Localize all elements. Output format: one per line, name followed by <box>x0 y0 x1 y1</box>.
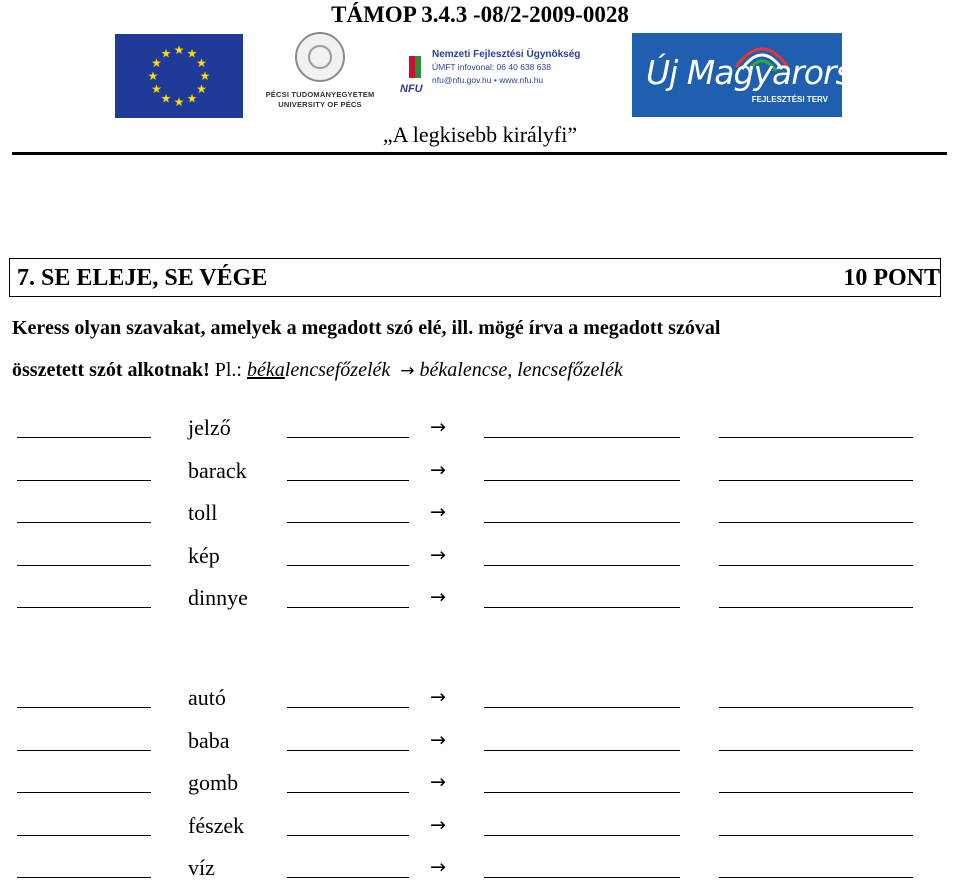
compound-answer-1[interactable] <box>484 750 680 751</box>
pte-logo <box>258 32 382 120</box>
prefix-blank[interactable] <box>17 750 151 751</box>
given-word: gomb <box>188 770 239 795</box>
arrow-right-icon: → <box>430 686 446 708</box>
given-word: autó <box>188 685 226 710</box>
suffix-blank[interactable] <box>287 480 409 481</box>
given-word: barack <box>188 457 247 483</box>
instruction-line-2 <box>12 359 623 382</box>
suffix-blank[interactable] <box>287 835 409 836</box>
arrow-right-icon: → <box>430 543 446 566</box>
compound-answer-1[interactable] <box>484 792 680 793</box>
nfu-logo <box>400 48 622 102</box>
uj-magyarorszag-title: Új Magyarország <box>646 53 908 92</box>
compound-answer-1[interactable] <box>484 480 680 481</box>
nfu-flag-icon <box>400 56 426 96</box>
given-word: fészek <box>188 812 245 838</box>
prefix-blank[interactable] <box>17 792 151 793</box>
given-word: kép <box>188 542 220 568</box>
exercise-row <box>0 726 960 756</box>
uj-magyarorszag-logo <box>632 33 908 117</box>
arrow-right-icon: → <box>430 856 446 878</box>
prefix-blank[interactable] <box>17 707 151 708</box>
compound-answer-2[interactable] <box>719 835 913 836</box>
eu-star-icon: ★ <box>151 82 162 96</box>
given-word: dinnye <box>188 585 248 610</box>
exercise-row <box>0 683 960 713</box>
compound-answer-1[interactable] <box>484 707 680 708</box>
prefix-blank[interactable] <box>17 877 151 878</box>
university-seal-icon <box>295 32 345 82</box>
eu-star-icon: ★ <box>196 82 207 96</box>
exercise-row <box>0 498 960 528</box>
example-underlined: béka <box>247 359 285 381</box>
exercise-row <box>0 583 960 613</box>
prefix-blank[interactable] <box>17 607 151 608</box>
section-header <box>9 258 941 297</box>
compound-answer-1[interactable] <box>484 437 680 438</box>
given-word: baba <box>188 727 230 753</box>
compound-answer-1[interactable] <box>484 835 680 836</box>
suffix-blank[interactable] <box>287 792 409 793</box>
arrow-right-icon: → <box>400 361 415 381</box>
compound-answer-2[interactable] <box>719 437 913 438</box>
arrow-right-icon: → <box>430 501 446 523</box>
prefix-blank[interactable] <box>17 835 151 836</box>
exercise-row <box>0 456 960 486</box>
prefix-blank[interactable] <box>17 522 151 523</box>
compound-answer-2[interactable] <box>719 607 913 608</box>
uj-magyarorszag-subtitle: FEJLESZTÉSI TERV <box>751 95 828 104</box>
book-title: „A legkisebb királyfi” <box>382 122 578 147</box>
eu-star-icon: ★ <box>199 69 211 83</box>
suffix-blank[interactable] <box>287 607 409 608</box>
eu-flag-icon <box>115 34 243 118</box>
title-divider <box>12 152 947 155</box>
prefix-blank[interactable] <box>17 480 151 481</box>
exercise-row <box>0 853 960 883</box>
instruction-line-1: Keress olyan szavakat, amelyek a megadott szó elé, ill. mögé írva a megadott szóval <box>12 317 721 339</box>
compound-answer-1[interactable] <box>484 877 680 878</box>
example-rest: lencsefőzelék <box>284 359 391 381</box>
compound-answer-2[interactable] <box>719 522 913 523</box>
prefix-blank[interactable] <box>17 437 151 438</box>
exercise-row <box>0 413 960 443</box>
eu-star-icon: ★ <box>160 46 172 61</box>
arrow-right-icon: → <box>430 771 446 793</box>
nfu-title: Nemzeti Fejlesztési Ügynökség <box>432 49 581 60</box>
eu-star-icon: ★ <box>160 91 172 106</box>
exercise-row <box>0 768 960 798</box>
arrow-right-icon: → <box>430 458 446 481</box>
section-title: 7. SE ELEJE, SE VÉGE <box>17 265 268 291</box>
instruction-bold: összetett szót alkotnak! <box>12 359 210 381</box>
arrow-right-icon: → <box>430 728 446 751</box>
arrow-right-icon: → <box>430 586 446 608</box>
exercise-row <box>0 541 960 571</box>
compound-answer-2[interactable] <box>719 565 913 566</box>
eu-star-icon: ★ <box>173 95 185 109</box>
example-compound <box>247 359 390 381</box>
pte-name-en: UNIVERSITY OF PÉCS <box>278 100 362 109</box>
given-word: toll <box>188 500 218 525</box>
compound-answer-1[interactable] <box>484 565 680 566</box>
compound-answer-2[interactable] <box>719 707 913 708</box>
given-word: jelző <box>188 415 231 440</box>
suffix-blank[interactable] <box>287 877 409 878</box>
eu-star-icon: ★ <box>147 69 159 83</box>
compound-answer-2[interactable] <box>719 480 913 481</box>
pte-name: PÉCSI TUDOMÁNYEGYETEM <box>265 90 375 99</box>
suffix-blank[interactable] <box>287 707 409 708</box>
eu-star-icon: ★ <box>151 56 162 70</box>
eu-star-icon: ★ <box>186 46 198 61</box>
section-points: 10 PONT <box>843 265 940 291</box>
eu-star-icon: ★ <box>186 91 198 106</box>
compound-answer-2[interactable] <box>719 877 913 878</box>
example-prefix: Pl.: <box>209 359 247 381</box>
arrow-right-icon: → <box>430 416 446 438</box>
eu-flag-logo <box>115 34 243 118</box>
exercise-row <box>0 811 960 841</box>
compound-answer-1[interactable] <box>484 522 680 523</box>
suffix-blank[interactable] <box>287 565 409 566</box>
eu-star-icon: ★ <box>173 43 185 57</box>
nfu-hotline: ÚMFT infovonal: 06 40 638 638 <box>432 62 551 72</box>
suffix-blank[interactable] <box>287 522 409 523</box>
compound-answer-2[interactable] <box>719 750 913 751</box>
example-result: békalencse, lencsefőzelék <box>419 359 623 381</box>
compound-answer-1[interactable] <box>484 607 680 608</box>
eu-star-icon: ★ <box>196 56 207 70</box>
nfu-mark-text: NFU <box>400 83 423 95</box>
prefix-blank[interactable] <box>17 565 151 566</box>
suffix-blank[interactable] <box>287 437 409 438</box>
given-word: víz <box>188 855 215 880</box>
nfu-contact: nfu@nfu.gov.hu • www.nfu.hu <box>432 75 544 85</box>
project-code: TÁMOP 3.4.3 -08/2-2009-0028 <box>331 2 629 27</box>
compound-answer-2[interactable] <box>719 792 913 793</box>
arrow-right-icon: → <box>430 813 446 836</box>
suffix-blank[interactable] <box>287 750 409 751</box>
